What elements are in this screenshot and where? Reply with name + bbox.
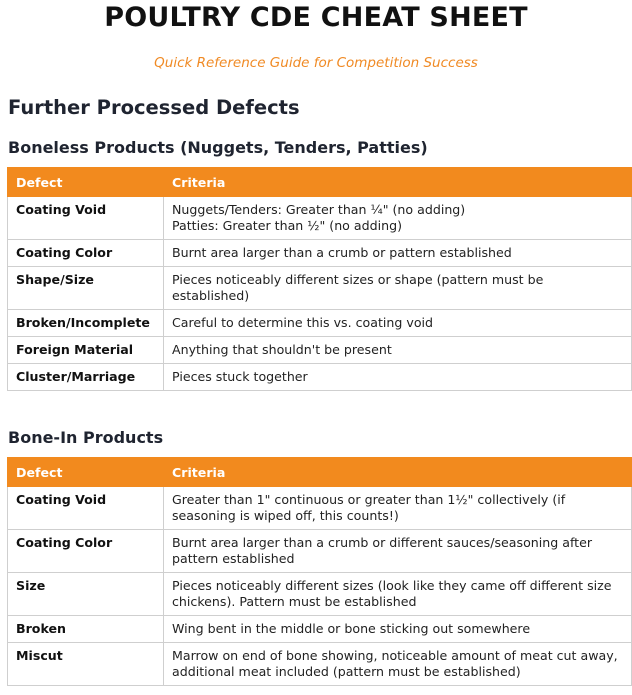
column-header-defect: Defect [8,168,164,197]
defect-cell: Broken/Incomplete [8,310,164,337]
table-row [8,337,632,364]
criteria-line: Burnt area larger than a crumb or different sauces/seasoning after pattern established [172,535,593,566]
criteria-line: Anything that shouldn't be present [172,342,392,357]
criteria-cell [164,240,632,267]
defect-cell: Miscut [8,643,164,686]
criteria-line: Nuggets/Tenders: Greater than ¼" (no adding) [172,202,466,217]
boneless-heading: Boneless Products (Nuggets, Tenders, Patties) [8,138,428,157]
table-row [8,267,632,310]
criteria-cell [164,337,632,364]
criteria-line: Marrow on end of bone showing, noticeable amount of meat cut away, additional meat included (pattern must be established) [172,648,618,679]
criteria-cell [164,487,632,530]
defect-cell: Size [8,573,164,616]
criteria-cell [164,573,632,616]
criteria-cell [164,364,632,391]
table-row [8,573,632,616]
criteria-line: Burnt area larger than a crumb or pattern established [172,245,512,260]
bonein-table-body [8,487,632,686]
table-row [8,310,632,337]
bonein-heading: Bone-In Products [8,428,164,447]
defect-cell: Coating Color [8,240,164,267]
table-header-row [8,168,632,197]
defect-cell: Shape/Size [8,267,164,310]
criteria-cell [164,310,632,337]
table-row [8,487,632,530]
boneless-table-body [8,197,632,391]
criteria-line: Careful to determine this vs. coating void [172,315,434,330]
criteria-cell [164,616,632,643]
boneless-table [7,167,632,391]
page-title: POULTRY CDE CHEAT SHEET [104,2,528,33]
criteria-line: Pieces noticeably different sizes or shape (pattern must be established) [172,272,544,303]
defect-cell: Coating Void [8,487,164,530]
section-title: Further Processed Defects [8,96,300,119]
criteria-cell [164,530,632,573]
page-subtitle: Quick Reference Guide for Competition Success [154,55,478,71]
criteria-line: Pieces noticeably different sizes (look like they came off different size chickens). Pattern must be established [172,578,612,609]
criteria-cell [164,267,632,310]
bonein-table [7,457,632,686]
table-row [8,240,632,267]
table-header-row [8,458,632,487]
criteria-line: Greater than 1" continuous or greater than 1½" collectively (if seasoning is wiped off, this counts!) [172,492,566,523]
defect-cell: Coating Color [8,530,164,573]
defect-cell: Cluster/Marriage [8,364,164,391]
criteria-line: Patties: Greater than ½" (no adding) [172,218,402,233]
table-row [8,616,632,643]
column-header-criteria: Criteria [164,458,632,487]
criteria-line: Pieces stuck together [172,369,308,384]
table-row [8,530,632,573]
defect-cell: Broken [8,616,164,643]
table-row [8,643,632,686]
column-header-defect: Defect [8,458,164,487]
defect-cell: Foreign Material [8,337,164,364]
table-row [8,197,632,240]
criteria-cell [164,643,632,686]
column-header-criteria: Criteria [164,168,632,197]
criteria-line: Wing bent in the middle or bone sticking out somewhere [172,621,531,636]
table-row [8,364,632,391]
defect-cell: Coating Void [8,197,164,240]
criteria-cell [164,197,632,240]
